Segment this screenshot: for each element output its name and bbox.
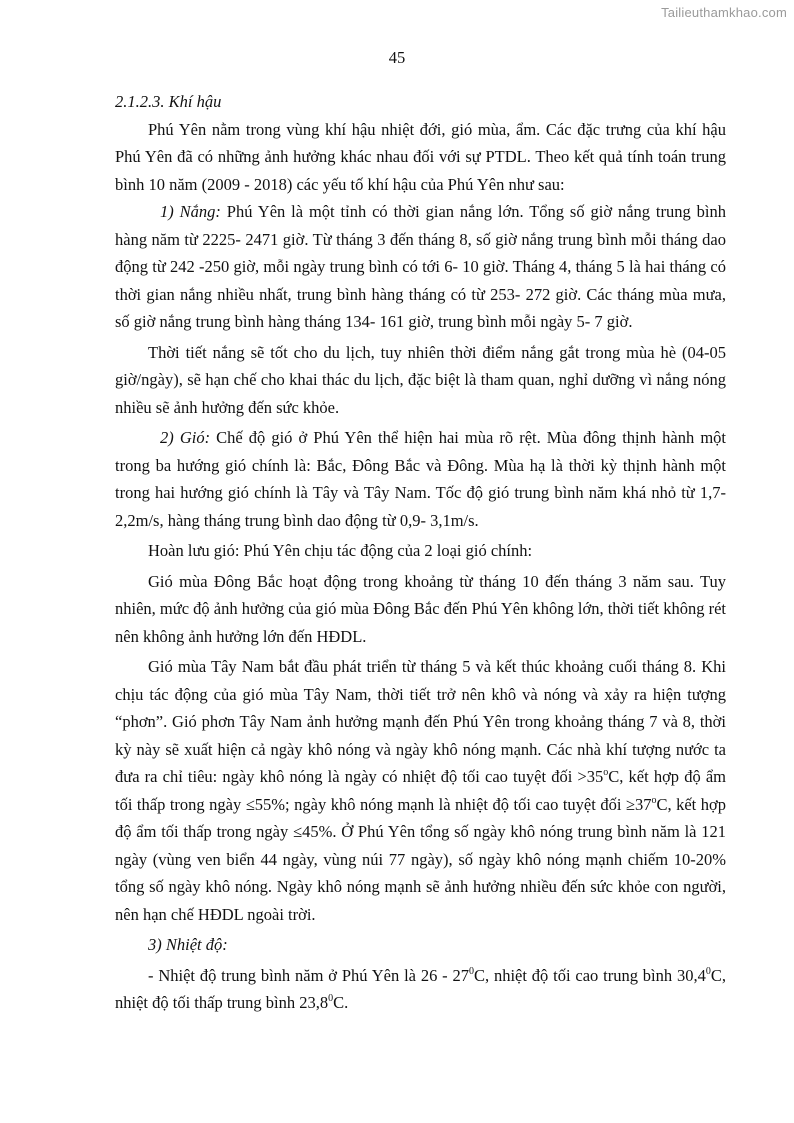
temperature-label: 3) Nhiệt độ: bbox=[148, 935, 228, 954]
temperature-text-1: - Nhiệt độ trung bình năm ở Phú Yên là 26 - 27 bbox=[148, 965, 469, 985]
southwest-text-1: Gió mùa Tây Nam bắt đầu phát triển từ tháng 5 và kết thúc khoảng cuối tháng 8. Khi chịu tác động của gió mùa Tây Nam, thời tiết trở nên khô và nóng và xảy ra hiện tượng “phơn”. Gió phơn Tây Nam ảnh hưởng mạnh đến Phú Yên trong khoảng tháng 7 và 8, thời kỳ này sẽ xuất hiện cả ngày khô nóng và ngày khô nóng mạnh. Các nhà khí tượng nước ta đưa ra chỉ tiêu: ngày khô nóng là ngày có nhiệt độ tối cao tuyệt đối >35 bbox=[115, 657, 726, 786]
temperature-paragraph bbox=[115, 962, 726, 1017]
wind-text: Chế độ gió ở Phú Yên thể hiện hai mùa rõ rệt. Mùa đông thịnh hành một trong ba hướng gió chính là: Bắc, Đông Bắc và Đông. Mùa hạ là thời kỳ thịnh hành một trong hai hướng gió chính là Tây và Tây Nam. Tốc độ gió trung bình năm khá nhỏ từ 1,7- 2,2m/s, hàng tháng trung bình dao động từ 0,9- 3,1m/s. bbox=[115, 428, 726, 530]
degree-sup: 0 bbox=[705, 965, 711, 977]
wind-circulation-paragraph: Hoàn lưu gió: Phú Yên chịu tác động của 2 loại gió chính: bbox=[148, 541, 533, 560]
document-body bbox=[115, 88, 726, 1017]
southwest-monsoon-paragraph bbox=[115, 653, 726, 928]
degree-sup: 0 bbox=[328, 993, 334, 1004]
southwest-text-3: C, kết hợp độ ẩm tối thấp trong ngày ≤45%. Ở Phú Yên tổng số ngày khô nóng trung bình năm là 121 ngày (vùng ven biển 44 ngày, vùng núi 77 ngày), số ngày khô nóng mạnh chiếm 10-20% tổng số ngày khô nóng. Ngày khô nóng mạnh sẽ ảnh hưởng nhiều đến sức khỏe con người, nên hạn chế HĐDL ngoài trời. bbox=[115, 794, 726, 924]
degree-sup: 0 bbox=[469, 965, 474, 977]
wind-label: 2) Gió: bbox=[160, 428, 211, 447]
page-number: 45 bbox=[388, 48, 406, 67]
watermark: Tailieuthamkhao.com bbox=[661, 5, 787, 20]
degree-sup: o bbox=[603, 767, 609, 778]
sun-label: 1) Nắng: bbox=[160, 202, 221, 221]
temperature-text-3: C, nhiệt độ tối thấp trung bình 23,8 bbox=[115, 965, 726, 1012]
sun-paragraph bbox=[115, 198, 726, 336]
southwest-text-2: C, kết hợp độ ẩm tối thấp trong ngày ≤55%; ngày khô nóng mạnh là nhiệt độ tối cao tuyệt đối ≥37 bbox=[115, 767, 727, 814]
section-heading: 2.1.2.3. Khí hậu bbox=[115, 92, 222, 111]
wind-paragraph bbox=[115, 424, 726, 534]
northeast-monsoon-paragraph: Gió mùa Đông Bắc hoạt động trong khoảng từ tháng 10 đến tháng 3 năm sau. Tuy nhiên, mức độ ảnh hưởng của gió mùa Đông Bắc đến Phú Yên không lớn, thời tiết không rét nên không ảnh hưởng lớn đến HĐDL. bbox=[115, 571, 726, 646]
sun-text: Phú Yên là một tỉnh có thời gian nắng lớn. Tổng số giờ nắng trung bình hàng năm từ 2225- 2471 giờ. Từ tháng 3 đến tháng 8, số giờ nắng trung bình mỗi tháng dao động từ 242 -250 giờ, mỗi ngày trung bình có tới 6- 10 giờ. Tháng 4, tháng 5 là hai tháng có thời gian nắng nhiều nhất, trung bình hàng tháng có từ 253- 272 giờ. Các tháng mùa mưa, số giờ nắng trung bình hàng tháng 134- 161 giờ, trung bình mỗi ngày 5- 7 giờ. bbox=[115, 202, 726, 331]
temperature-heading bbox=[115, 931, 726, 959]
degree-sup: o bbox=[651, 794, 657, 806]
temperature-text-2: C, nhiệt độ tối cao trung bình 30,4 bbox=[474, 965, 706, 985]
intro-paragraph: Phú Yên nằm trong vùng khí hậu nhiệt đới, gió mùa, ẩm. Các đặc trưng của khí hậu Phú Yên đã có những ảnh hưởng khác nhau đối với sự PTDL. Theo kết quả tính toán trung bình 10 năm (2009 - 2018) các yếu tố khí hậu của Phú Yên như sau: bbox=[115, 119, 726, 194]
sun-tourism-paragraph: Thời tiết nắng sẽ tốt cho du lịch, tuy nhiên thời điểm nắng gắt trong mùa hè (04-05 giờ/ngày), sẽ hạn chế cho khai thác du lịch, đặc biệt là tham quan, nghỉ dưỡng vì nắng nóng nhiều sẽ ảnh hưởng đến sức khỏe. bbox=[115, 342, 726, 417]
temperature-text-4: C. bbox=[333, 993, 349, 1012]
